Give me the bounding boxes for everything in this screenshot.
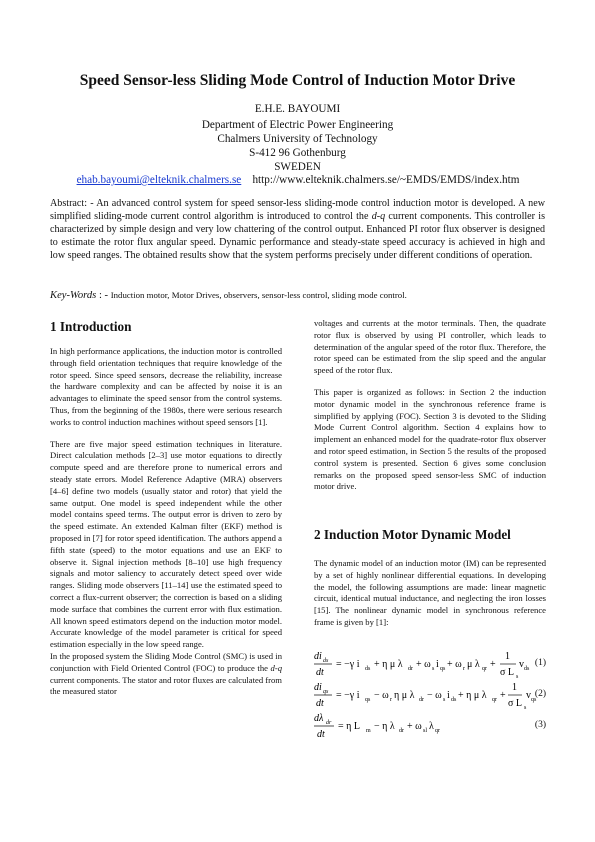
right-paragraph-1: voltages and currents at the motor terminals. Then, the quadrate rotor flux is observed by using PI controller, which leads to determination of the angular speed of the rotor flux. Therefore, the rotor speed can be estimated from the slip speed and the angular speed of the rotor flux. bbox=[314, 318, 546, 376]
svg-text:λ: λ bbox=[429, 721, 434, 732]
right-column-body bbox=[314, 318, 546, 503]
keywords-label: Key-Words bbox=[50, 290, 97, 301]
svg-text:+ ω: + ω bbox=[416, 659, 431, 670]
svg-text:i: i bbox=[436, 659, 439, 670]
equation-3 bbox=[314, 712, 546, 742]
svg-text:qs: qs bbox=[440, 666, 446, 672]
svg-text:s: s bbox=[524, 705, 527, 711]
svg-text:ds: ds bbox=[323, 658, 329, 664]
svg-text:= −γ i: = −γ i bbox=[336, 690, 360, 701]
svg-text:+ η μ λ: + η μ λ bbox=[458, 690, 487, 701]
svg-text:r: r bbox=[390, 697, 392, 703]
abstract bbox=[50, 198, 545, 263]
svg-text:dr: dr bbox=[419, 697, 424, 703]
section-1-body bbox=[50, 346, 282, 708]
svg-text:v: v bbox=[526, 690, 531, 701]
svg-text:qs: qs bbox=[323, 689, 329, 695]
affiliation-department: Department of Electric Power Engineering bbox=[201, 119, 394, 131]
svg-text:qs: qs bbox=[531, 697, 537, 703]
svg-text:ds: ds bbox=[365, 666, 371, 672]
svg-text:− η λ: − η λ bbox=[374, 721, 395, 732]
svg-text:= −γ i: = −γ i bbox=[336, 659, 360, 670]
svg-text:s: s bbox=[516, 674, 519, 680]
svg-text:σ L: σ L bbox=[500, 667, 514, 678]
svg-text:qs: qs bbox=[365, 697, 371, 703]
svg-text:+ ω: + ω bbox=[407, 721, 422, 732]
equation-2-number: (2) bbox=[534, 689, 546, 699]
svg-text:1: 1 bbox=[505, 651, 510, 662]
abstract-dq: d-q bbox=[371, 210, 386, 222]
intro-p3-a: In the proposed system the Sliding Mode Control (SMC) is used in conjunction with Field Oriented Control (FOC) to produce the bbox=[50, 650, 282, 673]
svg-text:v: v bbox=[519, 659, 524, 670]
svg-text:qr: qr bbox=[482, 666, 487, 672]
author-name: E.H.E. BAYOUMI bbox=[254, 103, 341, 115]
affiliation-university: Chalmers University of Technology bbox=[217, 133, 378, 145]
svg-text:+: + bbox=[500, 690, 506, 701]
svg-text:m: m bbox=[366, 728, 371, 734]
intro-paragraph-1: In high performance applications, the induction motor is controlled through field orientation techniques that require knowledge of the rotor speed. Since speed sensors, decrease the reliability, increase the hardware complexity and can be affected by noise it is an advantages to eliminate the speed sensor from the control systems. Thus, from the beginning of the 1980s, there were serious research works to control induction machines without speed sensors [1]. bbox=[50, 346, 282, 427]
equation-1-formula bbox=[314, 650, 530, 680]
svg-text:+: + bbox=[490, 659, 496, 670]
section-1-heading: 1 Introduction bbox=[50, 319, 132, 334]
abstract-text-1: - An advanced control system for speed sensor-less sliding-mode control induction motor is developed. A new simplified sliding-mode current control algorithm is introduced to control the bbox=[50, 198, 545, 222]
section-2-paragraph-1: The dynamic model of an induction motor (IM) can be represented by a set of highly nonlinear differential equations. In developing the model, the following assumptions are made: linear magnetic circuit, identical mutual inductance, and neglecting the iron losses [15]. The nonlinear dynamic model in synchronous reference frame is given by [1]: bbox=[314, 558, 546, 627]
svg-text:dλ: dλ bbox=[314, 713, 324, 724]
svg-text:s: s bbox=[443, 697, 446, 703]
abstract-label: Abstract: bbox=[50, 198, 87, 209]
section-2-body bbox=[314, 558, 546, 639]
svg-text:dt: dt bbox=[316, 667, 324, 678]
equation-3-formula bbox=[314, 712, 519, 742]
equation-1 bbox=[314, 650, 546, 680]
svg-text:qr: qr bbox=[492, 697, 497, 703]
intro-p3-b: current components. The stator and rotor fluxes are calculated from the measured stator bbox=[50, 674, 282, 697]
svg-text:dt: dt bbox=[316, 698, 324, 709]
affiliation-address: S-412 96 Gothenburg bbox=[249, 147, 346, 159]
right-paragraph-2: This paper is organized as follows: in Section 2 the induction motor dynamic model in the synchronous reference frame is simplified by applying (FOC). Section 3 is devoted to the Sliding Mode Current Control algorithm. Section 4 explains how to implement an enhanced model for the quadrate-rotor flux observer and rotor speed estimation, in Section 5 the results of the proposed control system is presented. Section 6 gives some conclusion remarks on the proposed speed sensor-less SMC of induction motor drive. bbox=[314, 386, 546, 492]
svg-text:η μ λ: η μ λ bbox=[394, 690, 415, 701]
svg-text:ds: ds bbox=[524, 666, 530, 672]
section-2-heading: 2 Induction Motor Dynamic Model bbox=[314, 527, 511, 542]
svg-text:qr: qr bbox=[435, 728, 440, 734]
equation-2-formula bbox=[314, 681, 537, 711]
keywords-text: Induction motor, Motor Drives, observers, sensor-less control, sliding mode control. bbox=[110, 290, 407, 300]
author-email-link[interactable]: ehab.bayoumi@elteknik.chalmers.se bbox=[76, 174, 242, 186]
equation-1-number: (1) bbox=[534, 658, 546, 668]
equation-2 bbox=[314, 681, 546, 711]
affiliation-country: SWEDEN bbox=[274, 161, 321, 173]
abstract-text-2: current components. This controller is characterized by simple design and very low chattering of the control output. Enhanced PI rotor flux observer is designed to estimate the rotor flux angular speed. Dynamic performance and steady-state speed accuracy is achieved in high and low speed ranges. The obtained results show that the system performs precisely under different conditions of operation. bbox=[50, 210, 545, 261]
keywords-separator: : - bbox=[98, 290, 109, 301]
equation-3-number: (3) bbox=[534, 720, 546, 730]
svg-text:1: 1 bbox=[512, 682, 517, 693]
intro-p3-dq: d-q bbox=[270, 662, 282, 673]
svg-text:σ L: σ L bbox=[508, 698, 522, 709]
svg-text:ds: ds bbox=[451, 697, 457, 703]
svg-text:dr: dr bbox=[326, 720, 332, 726]
svg-text:dt: dt bbox=[317, 729, 325, 740]
svg-text:μ λ: μ λ bbox=[467, 659, 480, 670]
svg-text:di: di bbox=[314, 682, 322, 693]
svg-text:dr: dr bbox=[399, 728, 404, 734]
intro-paragraph-3 bbox=[50, 651, 282, 698]
intro-paragraph-2: There are five major speed estimation techniques in literature. Direct calculation methods [2–3] use motor equations to directly compute speed and are therefore prone to numerical errors and steady state errors. Model Reference Adaptive (MRA) observers [4–6] define two models (usually stator and rotor) that yield the same output. One model is speed independent while the other model contains speed terms. The output error is driven to zero by the speed estimate. An extended Kalman filter (EKF) method is proposed in [7] for rotor speed identification. The authors append a fifth state (speed) to the motor equations and use an EKF to observe it. Signal injection methods [8–10] use high frequency signals and motor saliency to accurately detect speed over wide ranges. Sliding mode observers [11–14] use the estimated speed to correct a flux-current observer; the correction is based on a sliding mode surface that combines the current error with flux estimation. All known speed estimators depend on the induction motor model. Accurate knowledge of the model parameter is critical for speed estimation especially in the low speed range. bbox=[50, 438, 282, 650]
svg-text:dr: dr bbox=[408, 666, 413, 672]
svg-text:− ω: − ω bbox=[427, 690, 442, 701]
svg-text:i: i bbox=[447, 690, 450, 701]
keywords bbox=[50, 290, 545, 301]
author-website: http://www.elteknik.chalmers.se/~EMDS/EMDS/index.htm bbox=[252, 174, 520, 186]
svg-text:di: di bbox=[314, 651, 322, 662]
svg-text:+ ω: + ω bbox=[447, 659, 462, 670]
svg-text:= η L: = η L bbox=[338, 721, 360, 732]
svg-text:sl: sl bbox=[423, 728, 428, 734]
svg-text:r: r bbox=[463, 666, 465, 672]
author-contact bbox=[28, 174, 568, 186]
svg-text:s: s bbox=[432, 666, 435, 672]
svg-text:+ η μ λ: + η μ λ bbox=[374, 659, 403, 670]
svg-text:− ω: − ω bbox=[374, 690, 389, 701]
paper-title: Speed Sensor-less Sliding Mode Control of Induction Motor Drive bbox=[79, 72, 516, 89]
